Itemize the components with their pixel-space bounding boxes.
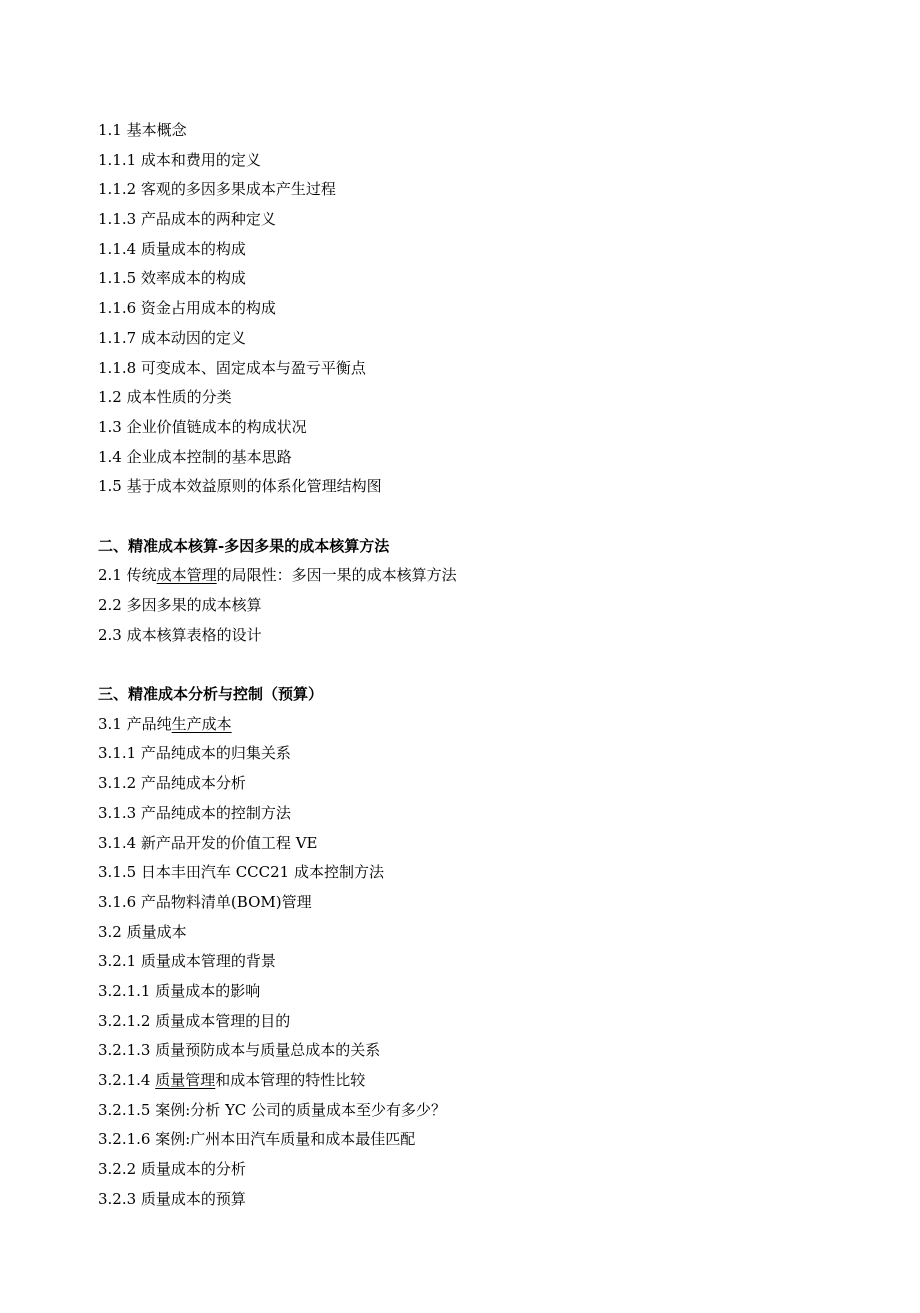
toc-entry [98,561,858,591]
toc-entry-text: 1.4 企业成本控制的基本思路 [98,447,292,466]
toc-entry-text: 1.1.7 成本动因的定义 [98,328,246,347]
toc-entry [98,947,858,977]
toc-entry-text: 1.1 基本概念 [98,121,187,139]
toc-entry [98,710,858,740]
toc-entry [98,146,858,176]
section-heading: 三、精准成本分析与控制（预算） [98,685,324,704]
toc-entry-text: 1.1.2 客观的多因多果成本产生过程 [98,180,336,199]
toc-entry-text: 3.1.6 产品物料清单(BOM)管理 [98,892,312,911]
toc-entry-text: 2.1 传统 [98,566,157,585]
toc-entry [98,977,858,1007]
toc-entry [98,918,858,948]
toc-entry [98,264,858,294]
toc-entry [98,829,858,859]
toc-entry [98,1007,858,1037]
toc-entry [98,1066,858,1096]
toc-entry [98,175,858,205]
toc-entry-text: 1.1.1 成本和费用的定义 [98,150,261,169]
toc-entry-text: 3.2.1 质量成本管理的背景 [98,952,276,971]
toc-entry-text: 1.1.6 资金占用成本的构成 [98,299,276,318]
toc-entry-text: 3.2.1.6 案例:广州本田汽车质量和成本最佳匹配 [98,1130,416,1149]
toc-entry [98,1185,858,1215]
toc-entry [98,205,858,235]
toc-entry-text: 3.2.1.4 [98,1071,156,1089]
toc-entry [98,1036,858,1066]
toc-entry [98,324,858,354]
toc-entry [98,1155,858,1185]
toc-entry-text: 2.2 多因多果的成本核算 [98,596,262,614]
toc-entry-text: 3.1.3 产品纯成本的控制方法 [98,803,291,822]
section-gap [98,502,858,532]
toc-entry-text: 2.3 成本核算表格的设计 [98,625,262,644]
toc-entry [98,354,858,384]
toc-entry-text: 3.2.1.3 质量预防成本与质量总成本的关系 [98,1041,381,1060]
toc-entry [98,799,858,829]
toc-entry-link[interactable]: 生产成本 [171,714,232,733]
toc-entry-text: 1.3 企业价值链成本的构成状况 [98,417,307,436]
section-heading: 二、精准成本核算-多因多果的成本核算方法 [98,536,390,555]
toc-entry-text: 1.2 成本性质的分类 [98,388,232,407]
toc-entry [98,383,858,413]
toc-entry-text: 1.1.4 质量成本的构成 [98,239,246,258]
toc-entry-text: 3.1.2 产品纯成本分析 [98,774,246,793]
toc-entry [98,858,858,888]
toc-entry [98,116,858,146]
toc-entry [98,739,858,769]
toc-entry [98,888,858,918]
toc-entry-text: 1.5 基于成本效益原则的体系化管理结构图 [98,477,382,496]
toc-entry-text: 和成本管理的特性比较 [215,1071,366,1089]
toc-entry [98,621,858,651]
toc-entry [98,1125,858,1155]
toc-entry-text: 3.2.1.1 质量成本的影响 [98,981,261,1000]
toc-entry-text: 3.2 质量成本 [98,922,187,941]
toc-entry-text: 1.1.5 效率成本的构成 [98,269,246,288]
toc-entry [98,472,858,502]
toc-entry-text: 1.1.8 可变成本、固定成本与盈亏平衡点 [98,358,366,377]
toc-entry-text: 的局限性：多因一果的成本核算方法 [216,566,457,585]
toc-entry-link[interactable]: 质量管理 [155,1071,216,1089]
toc-entry-link[interactable]: 成本管理 [156,566,217,585]
toc-entry-text: 3.1.4 新产品开发的价值工程 VE [98,833,318,852]
toc-entry [98,235,858,265]
toc-entry-text: 3.1 产品纯 [98,714,172,733]
toc-entry [98,1096,858,1126]
toc-entry-text: 3.1.5 日本丰田汽车 CCC21 成本控制方法 [98,863,384,882]
toc-entry [98,294,858,324]
toc-entry [98,769,858,799]
toc-entry-text: 1.1.3 产品成本的两种定义 [98,210,276,229]
toc-entry [98,413,858,443]
toc-entry-text: 3.2.1.2 质量成本管理的目的 [98,1011,291,1030]
toc-entry-text: 3.2.1.5 案例:分析 YC 公司的质量成本至少有多少？ [98,1100,446,1119]
table-of-contents [98,116,858,1214]
toc-entry-text: 3.1.1 产品纯成本的归集关系 [98,744,291,763]
toc-entry [98,591,858,621]
toc-entry-text: 3.2.3 质量成本的预算 [98,1189,246,1208]
toc-entry [98,443,858,473]
section-gap [98,650,858,680]
toc-entry-text: 3.2.2 质量成本的分析 [98,1160,246,1179]
